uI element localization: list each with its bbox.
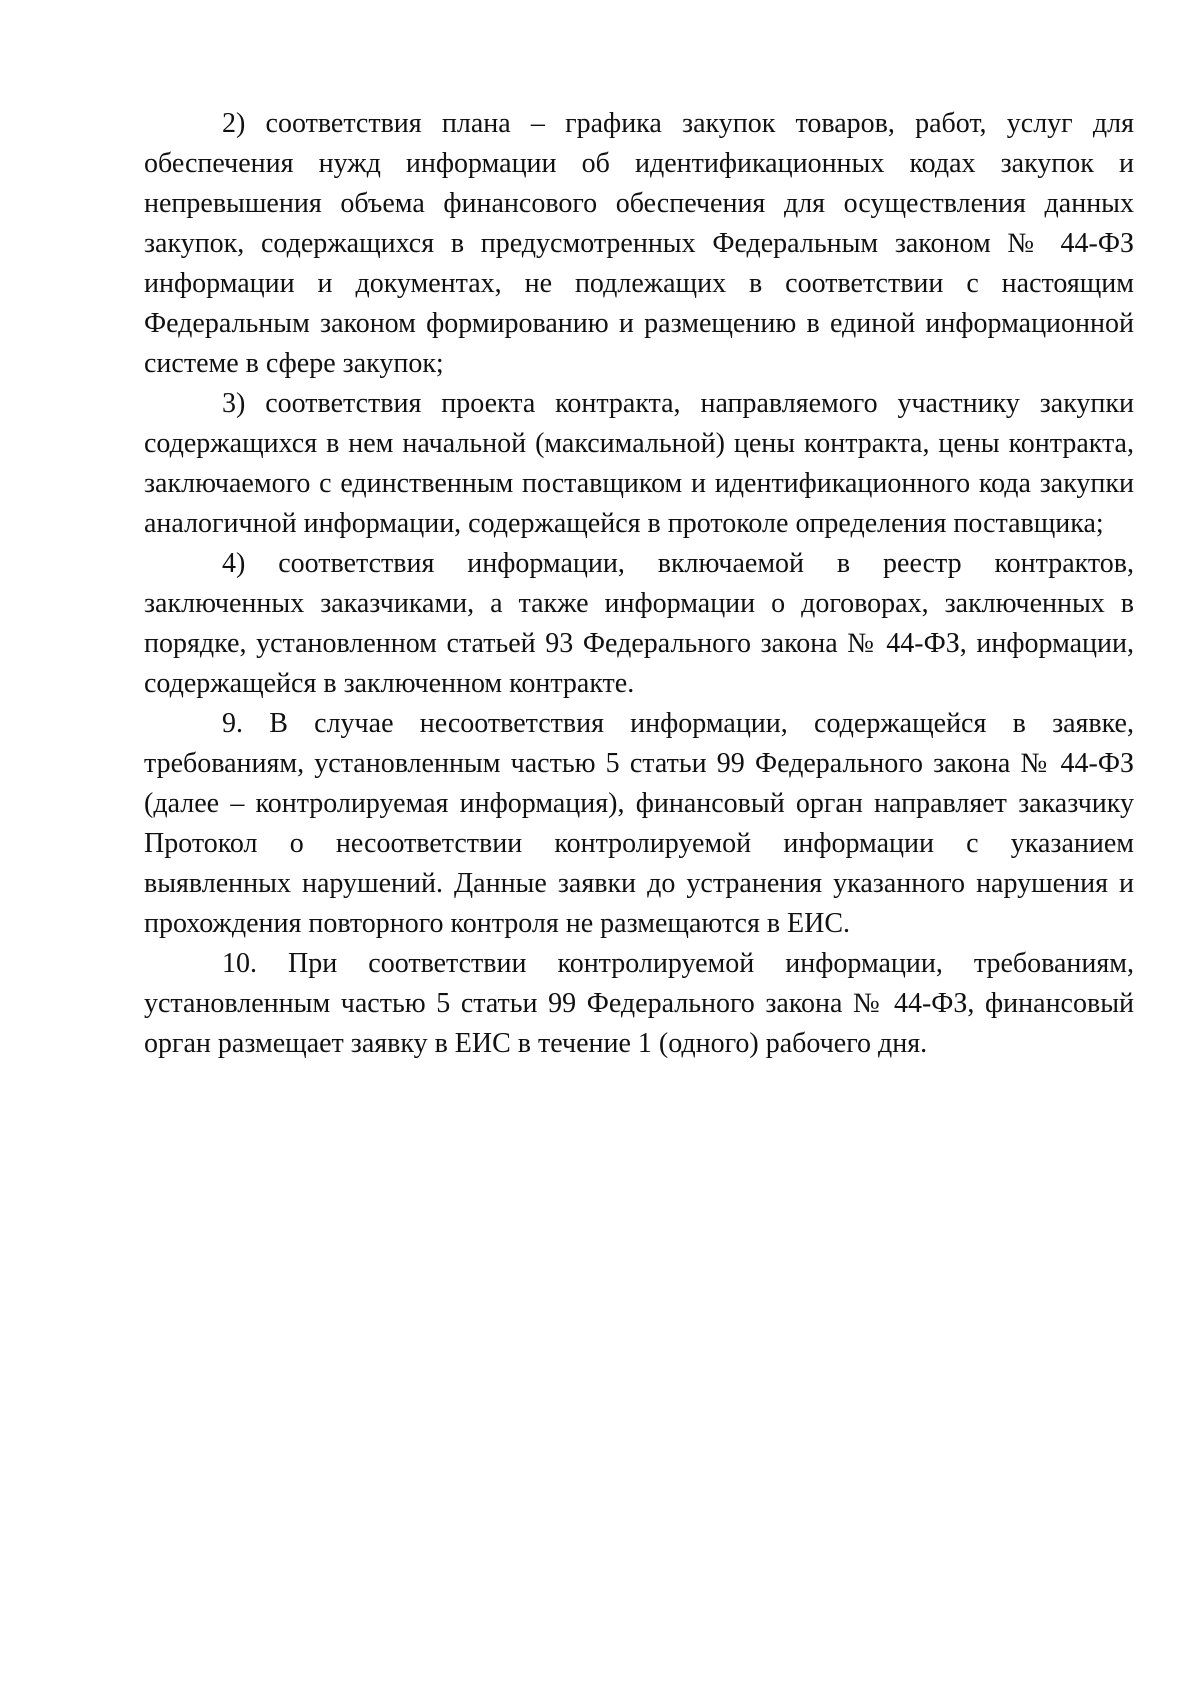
paragraph-clause-9: 9. В случае несоответствия информации, содержащейся в заявке, требованиям, установленным частью 5 статьи 99 Федерального закона № 44-ФЗ (далее – контролируемая информация), финансовый орган направляет заказчику Протокол о несоответствии контролируемой информации с указанием выявленных нарушений. Данные заявки до устранения указанного нарушения и прохождения повторного контроля не размещаются в ЕИС. — [144, 708, 1134, 939]
paragraph-item-4: 4) соответствия информации, включаемой в реестр контрактов, заключенных заказчиками, а также информации о договорах, заключенных в порядке, установленном статьей 93 Федерального закона № 44-ФЗ, информации, содержащейся в заключенном контракте. — [144, 548, 1134, 699]
document-page — [144, 104, 1134, 1064]
paragraph-clause-10: 10. При соответствии контролируемой информации, требованиям, установленным частью 5 статьи 99 Федерального закона № 44-ФЗ, финансовый орган размещает заявку в ЕИС в течение 1 (одного) рабочего дня. — [144, 948, 1134, 1059]
paragraph-item-3: 3) соответствия проекта контракта, направляемого участнику закупки содержащихся в нем начальной (максимальной) цены контракта, цены контракта, заключаемого с единственным поставщиком и идентификационного кода закупки аналогичной информации, содержащейся в протоколе определения поставщика; — [144, 388, 1134, 539]
paragraph-item-2: 2) соответствия плана – графика закупок товаров, работ, услуг для обеспечения нужд информации об идентификационных кодах закупок и непревышения объема финансового обеспечения для осуществления данных закупок, содержащихся в предусмотренных Федеральным законом № 44-ФЗ информации и документах, не подлежащих в соответствии с настоящим Федеральным законом формированию и размещению в единой информационной системе в сфере закупок; — [144, 108, 1134, 379]
